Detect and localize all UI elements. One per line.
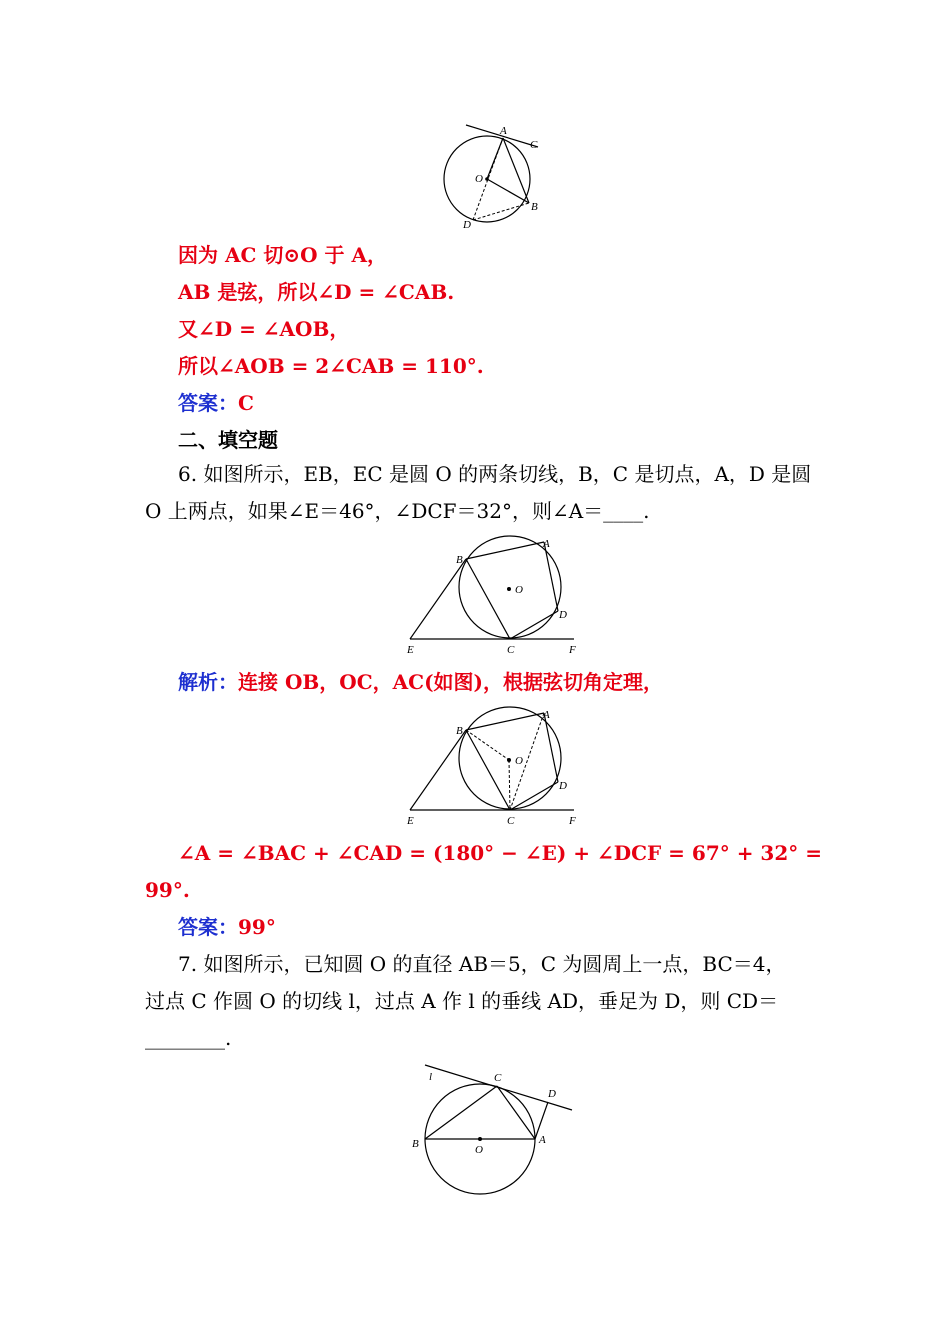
fig4-label-b: B xyxy=(412,1138,419,1150)
fig4-label-a: A xyxy=(539,1134,546,1146)
figure-diameter-tangent-4 xyxy=(405,1060,585,1200)
fig3-label-f: F xyxy=(569,815,576,827)
fig4-label-d: D xyxy=(548,1088,556,1100)
fig4-label-o: O xyxy=(475,1144,483,1156)
q7-line2: 过点 C 作圆 O 的切线 l，过点 A 作 l 的垂线 AD，垂足为 D，则 CD＝ xyxy=(145,989,779,1013)
fig2-label-o: O xyxy=(515,584,523,596)
figure-tangent-circle-1 xyxy=(430,120,550,235)
fig1-label-c: C xyxy=(530,139,538,151)
fig3-label-a: A xyxy=(543,709,550,721)
section-title: 二、填空题 xyxy=(178,428,278,452)
figure-tangent-lines-3 xyxy=(400,703,590,831)
fig3-label-c: C xyxy=(507,815,515,827)
solution5-line3: 又∠D = ∠AOB， xyxy=(178,317,350,341)
answer5 xyxy=(178,390,848,416)
fig2-label-e: E xyxy=(407,644,414,656)
fig3-label-o: O xyxy=(515,755,523,767)
fig3-label-d: D xyxy=(559,780,567,792)
answer6-value: 99° xyxy=(238,915,276,939)
q7-line3: ________. xyxy=(145,1026,232,1050)
analysis6 xyxy=(178,669,848,695)
q6-line2: O 上两点，如果∠E＝46°，∠DCF＝32°，则∠A＝____. xyxy=(145,499,650,523)
fig2-label-f: F xyxy=(569,644,576,656)
q6-line1: 6. 如图所示，EB，EC 是圆 O 的两条切线，B，C 是切点，A，D 是圆 xyxy=(178,462,812,486)
answer6-label: 答案： xyxy=(178,915,238,939)
fig4-label-c: C xyxy=(494,1072,502,1084)
fig2-label-a: A xyxy=(543,538,550,550)
fig2-label-b: B xyxy=(456,554,463,566)
fig1-label-d: D xyxy=(463,219,471,231)
solution6-line2: 99°. xyxy=(145,878,190,902)
fig1-label-o: O xyxy=(475,173,483,185)
figure-tangent-lines-2 xyxy=(400,532,590,660)
answer6 xyxy=(178,914,848,940)
answer5-label: 答案： xyxy=(178,391,238,415)
solution6-line1: ∠A = ∠BAC + ∠CAD = (180° − ∠E) + ∠DCF = 67° + 32° = xyxy=(178,841,822,865)
fig4-label-l: l xyxy=(429,1071,433,1083)
fig2-label-d: D xyxy=(559,609,567,621)
solution5-line2: AB 是弦，所以∠D = ∠CAB. xyxy=(178,280,455,304)
fig1-label-a: A xyxy=(500,125,507,137)
solution5-line4: 所以∠AOB = 2∠CAB = 110°. xyxy=(178,354,484,378)
analysis6-label: 解析： xyxy=(178,670,238,694)
solution5-line1: 因为 AC 切⊙O 于 A， xyxy=(178,243,387,267)
answer5-value: C xyxy=(238,391,254,415)
fig3-label-e: E xyxy=(407,815,414,827)
q7-line1: 7. 如图所示，已知圆 O 的直径 AB＝5，C 为圆周上一点，BC＝4， xyxy=(178,952,786,976)
fig3-label-b: B xyxy=(456,725,463,737)
analysis6-text: 连接 OB，OC，AC(如图)，根据弦切角定理， xyxy=(238,670,663,694)
fig2-label-c: C xyxy=(507,644,515,656)
fig1-label-b: B xyxy=(531,201,538,213)
